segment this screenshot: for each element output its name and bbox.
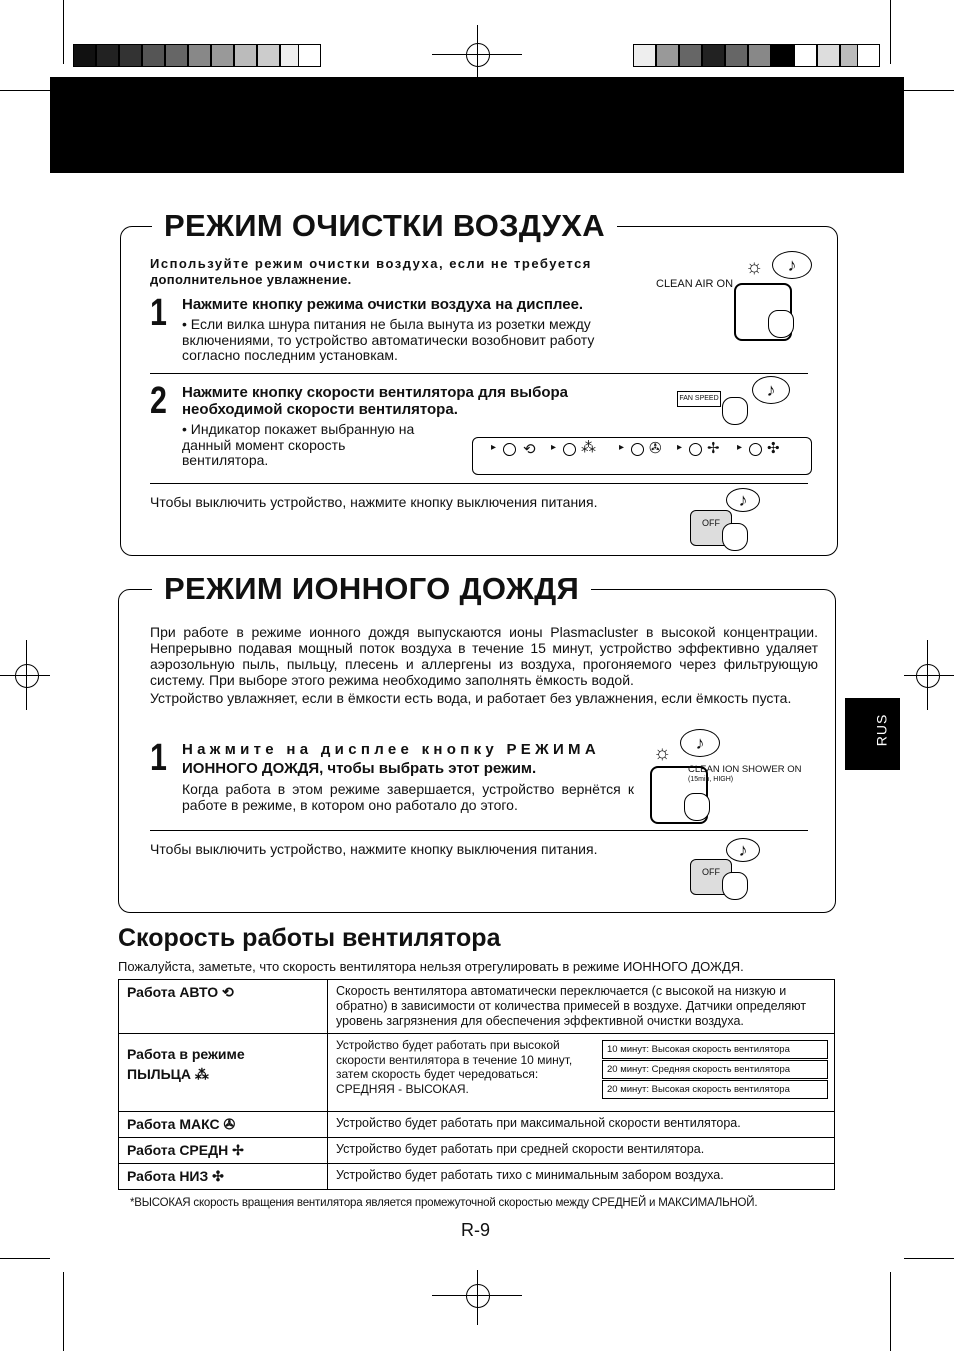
hand-icon	[684, 793, 710, 821]
arrow-icon: ▸	[491, 442, 497, 453]
low-fan-icon: ✣	[767, 440, 780, 457]
auto-fan-icon: ⟲	[222, 984, 234, 1000]
mode-cell	[119, 1034, 328, 1112]
clean-air-on-label: CLEAN AIR ON	[656, 278, 734, 290]
pollen-icon: ⁂	[194, 1066, 209, 1082]
step-number: 2	[150, 380, 167, 422]
music-note-icon: ♪	[726, 488, 760, 512]
clean-air-intro	[150, 256, 650, 288]
arrow-icon: ▸	[737, 442, 743, 453]
table-row	[119, 980, 835, 1034]
max-fan-icon: ✇	[649, 440, 662, 457]
mode-description: Устройство будет работать тихо с минимальным забором воздуха.	[328, 1164, 835, 1190]
table-row	[119, 1034, 835, 1112]
mode-label: Работа МАКС	[127, 1116, 220, 1132]
pollen-step: 10 минут: Высокая скорость вентилятора	[602, 1040, 828, 1059]
off-instruction: Чтобы выключить устройство, нажмите кнопку выключения питания.	[150, 494, 598, 510]
ion-off-divider	[150, 830, 808, 831]
intro-line-1: Используйте режим очистки воздуха, если не требуется	[150, 256, 592, 271]
mode-label: Работа в режиме	[127, 1046, 245, 1062]
step1-heading: Нажмите кнопку режима очистки воздуха на дисплее.	[182, 296, 584, 313]
ion-rain-para1: При работе в режиме ионного дождя выпускаются ионы Plasmacluster в высокой концентрации. Непрерывно подавая мощный поток воздуха в течение 15 минут, устройство эффективно удаляет аэрозольную пыль, пыльцу, плесень и аллергены из воздуха, прогоняемого через фильтрующую систему. При выборе этого режима необходимо заполнять ёмкость водой.	[150, 624, 818, 688]
clean-ion-shower-on-label: CLEAN ION SHOWER ON	[688, 764, 802, 775]
ion-rain-title: РЕЖИМ ИОННОГО ДОЖДЯ	[152, 571, 591, 607]
fan-speed-button[interactable]: FAN SPEED	[677, 391, 721, 407]
step-divider	[150, 373, 808, 374]
ion-off-button[interactable]: OFF	[690, 859, 732, 895]
mode-description-cell	[328, 1034, 835, 1112]
ion-step1-body: Когда работа в этом режиме завершается, устройство вернётся к работе в режиме, в котором оно работало до этого.	[182, 781, 634, 813]
mode-cell	[119, 980, 328, 1034]
intro-line-2: дополнительное увлажнение.	[150, 272, 352, 287]
pollen-step: 20 минут: Высокая скорость вентилятора	[602, 1080, 828, 1099]
sun-indicator-icon: ☼	[745, 256, 764, 278]
step1-body: • Если вилка шнура питания не была вынута из розетки между включениями, то устройство автоматически возобновит работу согласно последним установкам.	[182, 316, 595, 363]
indicator-dot	[689, 443, 702, 456]
sun-indicator-icon: ☼	[653, 742, 672, 764]
arrow-icon: ▸	[619, 442, 625, 453]
footnote: *ВЫСОКАЯ скорость вращения вентилятора является промежуточной скоростью между СРЕДНЕЙ и МАКСИМАЛЬНОЙ.	[130, 1197, 758, 1209]
music-note-icon: ♪	[680, 729, 720, 757]
fan-speed-heading: Скорость работы вентилятора	[118, 924, 501, 952]
off-divider	[150, 483, 808, 484]
ion-step1-heading-a: Нажмите на дисплее кнопку РЕЖИМА	[182, 741, 600, 758]
mode-description: Устройство будет работать при максимальной скорости вентилятора.	[328, 1112, 835, 1138]
hand-icon	[722, 523, 748, 551]
step-number: 1	[150, 292, 167, 334]
indicator-dot	[503, 443, 516, 456]
hand-icon	[768, 310, 794, 338]
mode-description: Устройство будет работать при средней скорости вентилятора.	[328, 1138, 835, 1164]
mode-description: Устройство будет работать при высокой скорости вентилятора в течение 10 минут, затем скорость будет чередоваться: СРЕДНЯЯ - ВЫСОКАЯ.	[336, 1038, 573, 1096]
mode-label: Работа СРЕДН	[127, 1142, 229, 1158]
mode-cell	[119, 1138, 328, 1164]
music-note-icon: ♪	[752, 376, 790, 404]
clean-air-title: РЕЖИМ ОЧИСТКИ ВОЗДУХА	[152, 208, 617, 244]
title-rule	[625, 226, 815, 227]
indicator-dot	[563, 443, 576, 456]
page-number: R-9	[461, 1220, 491, 1240]
fan-speed-table	[118, 979, 835, 1190]
mode-description: Скорость вентилятора автоматически переключается (с высокой на низкую и обратно) в зависимости от количества примесей в воздухе. Датчики определяют уровень загрязнения для обеспечения эффективной очистки воздуха.	[328, 980, 835, 1034]
arrow-icon: ▸	[551, 442, 557, 453]
hand-icon	[722, 397, 748, 425]
mode-cell	[119, 1112, 328, 1138]
hand-icon	[722, 872, 748, 900]
arrow-icon: ▸	[677, 442, 683, 453]
max-fan-icon: ✇	[223, 1116, 236, 1132]
fan-speed-indicator-sequence	[472, 437, 812, 475]
ion-step1-heading-b: ИОННОГО ДОЖДЯ, чтобы выбрать этот режим.	[182, 760, 537, 777]
table-row	[119, 1138, 835, 1164]
clean-ion-shower-sublabel: (15min, HIGH)	[688, 776, 734, 783]
step2-body: • Индикатор покажет выбранную на данный момент скорость вентилятора.	[182, 421, 415, 468]
medium-fan-icon: ✢	[707, 440, 720, 457]
language-tab	[845, 698, 900, 770]
mode-cell	[119, 1164, 328, 1190]
mode-label: ПЫЛЬЦА	[127, 1066, 191, 1082]
table-row	[119, 1164, 835, 1190]
step-number: 1	[150, 737, 167, 779]
indicator-dot	[631, 443, 644, 456]
low-fan-icon: ✣	[212, 1168, 224, 1184]
fan-speed-note: Пожалуйста, заметьте, что скорость вентилятора нельзя отрегулировать в режиме ИОННОГО ДОЖДЯ.	[118, 959, 744, 974]
step2-heading: Нажмите кнопку скорости вентилятора для выбора необходимой скорости вентилятора.	[182, 384, 569, 418]
table-row	[119, 1112, 835, 1138]
auto-fan-icon: ⟲	[523, 441, 536, 458]
header-black-bar	[50, 77, 904, 173]
indicator-dot	[749, 443, 762, 456]
ion-off-instruction: Чтобы выключить устройство, нажмите кнопку выключения питания.	[150, 841, 598, 857]
medium-fan-icon: ✢	[232, 1142, 244, 1158]
language-tab-label: RUS	[873, 713, 890, 747]
off-button[interactable]: OFF	[690, 510, 732, 546]
mode-label: Работа НИЗ	[127, 1168, 209, 1184]
pollen-icon: ⁂	[581, 439, 596, 456]
pollen-step: 20 минут: Средняя скорость вентилятора	[602, 1060, 828, 1079]
ion-rain-para2: Устройство увлажняет, если в ёмкости есть вода, и работает без увлажнения, если ёмкость пуста.	[150, 690, 792, 706]
music-note-icon: ♪	[772, 251, 812, 279]
mode-label: Работа АВТО	[127, 984, 219, 1000]
music-note-icon: ♪	[726, 838, 760, 862]
